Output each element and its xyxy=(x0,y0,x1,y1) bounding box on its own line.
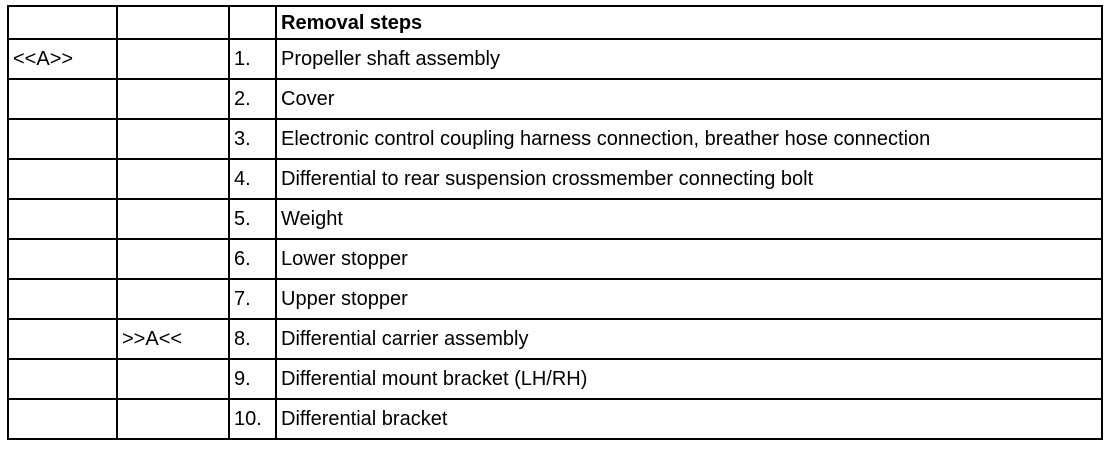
table-row xyxy=(8,119,1102,159)
table-row xyxy=(8,399,1102,439)
step-description: Lower stopper xyxy=(276,239,1102,279)
table-row xyxy=(8,239,1102,279)
install-ref-cell xyxy=(117,399,229,439)
step-number: 9. xyxy=(229,359,276,399)
removal-ref-cell xyxy=(8,79,117,119)
step-number: 7. xyxy=(229,279,276,319)
step-number: 1. xyxy=(229,39,276,79)
install-ref-cell xyxy=(117,239,229,279)
step-number: 10. xyxy=(229,399,276,439)
step-number: 5. xyxy=(229,199,276,239)
step-description: Weight xyxy=(276,199,1102,239)
install-ref-cell xyxy=(117,359,229,399)
install-ref-cell xyxy=(117,279,229,319)
removal-ref-cell xyxy=(8,159,117,199)
table-row xyxy=(8,199,1102,239)
install-ref-cell xyxy=(117,199,229,239)
removal-ref-cell xyxy=(8,199,117,239)
table-row xyxy=(8,39,1102,79)
removal-ref-cell xyxy=(8,279,117,319)
table-row xyxy=(8,359,1102,399)
step-number: 8. xyxy=(229,319,276,359)
header-cell-number xyxy=(229,6,276,39)
removal-ref-cell xyxy=(8,119,117,159)
install-ref-cell: >>A<< xyxy=(117,319,229,359)
removal-steps-table xyxy=(7,5,1103,440)
header-cell-removal-ref xyxy=(8,6,117,39)
removal-ref-cell: <<A>> xyxy=(8,39,117,79)
step-description: Differential carrier assembly xyxy=(276,319,1102,359)
step-description: Electronic control coupling harness connection, breather hose connection xyxy=(276,119,1102,159)
step-description: Differential bracket xyxy=(276,399,1102,439)
table-row xyxy=(8,319,1102,359)
header-title: Removal steps xyxy=(276,6,1102,39)
step-description: Propeller shaft assembly xyxy=(276,39,1102,79)
removal-ref-cell xyxy=(8,239,117,279)
step-description: Differential to rear suspension crossmember connecting bolt xyxy=(276,159,1102,199)
step-description: Differential mount bracket (LH/RH) xyxy=(276,359,1102,399)
install-ref-cell xyxy=(117,159,229,199)
removal-ref-cell xyxy=(8,399,117,439)
table-row xyxy=(8,279,1102,319)
install-ref-cell xyxy=(117,79,229,119)
step-description: Upper stopper xyxy=(276,279,1102,319)
install-ref-cell xyxy=(117,119,229,159)
table-row xyxy=(8,79,1102,119)
install-ref-cell xyxy=(117,39,229,79)
step-description: Cover xyxy=(276,79,1102,119)
step-number: 3. xyxy=(229,119,276,159)
table-header-row xyxy=(8,6,1102,39)
step-number: 6. xyxy=(229,239,276,279)
header-cell-install-ref xyxy=(117,6,229,39)
table-row xyxy=(8,159,1102,199)
removal-ref-cell xyxy=(8,319,117,359)
removal-ref-cell xyxy=(8,359,117,399)
step-number: 4. xyxy=(229,159,276,199)
step-number: 2. xyxy=(229,79,276,119)
